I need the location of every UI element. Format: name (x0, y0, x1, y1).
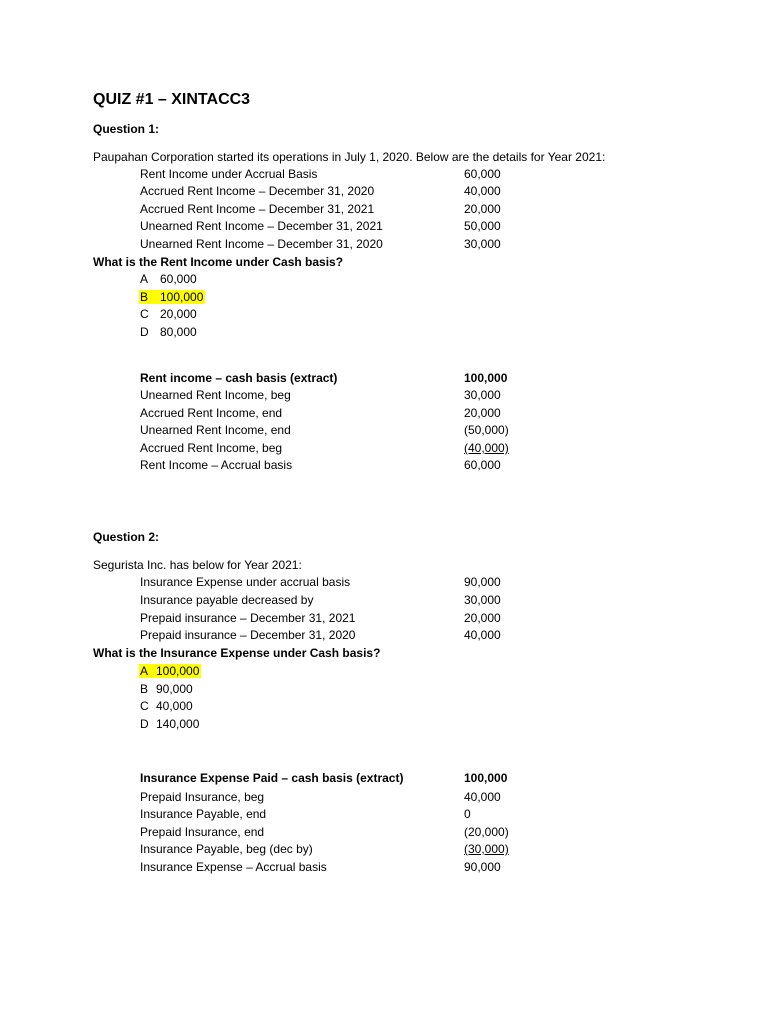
q1-solution-value: 30,000 (464, 388, 501, 402)
q2-solution-value: (20,000) (464, 825, 509, 839)
q1-solution-value: (50,000) (464, 423, 509, 437)
q1-solution-row (140, 440, 540, 457)
q2-detail-row (140, 592, 540, 609)
q2-solution-row (140, 859, 540, 876)
q1-detail-value: 60,000 (464, 167, 501, 181)
q2-heading: Question 2: (93, 530, 160, 544)
q1-choice-c[interactable] (140, 306, 197, 323)
q1-intro: Paupahan Corporation started its operations in July 1, 2020. Below are the details for Year 2021: (93, 150, 606, 164)
q1-solution-value: 60,000 (464, 458, 501, 472)
q2-choice-a-correct[interactable] (140, 663, 201, 680)
q2-detail-label: Prepaid insurance – December 31, 2020 (140, 628, 356, 642)
q1-detail-label: Accrued Rent Income – December 31, 2021 (140, 202, 375, 216)
q2-solution-row (140, 789, 540, 806)
q2-solution-label: Insurance Expense – Accrual basis (140, 860, 327, 874)
q1-solution-label: Accrued Rent Income, beg (140, 441, 283, 455)
q1-solution-label: Rent Income – Accrual basis (140, 458, 293, 472)
choice-value: 100,000 (156, 664, 200, 678)
q2-solution-label: Insurance Payable, beg (dec by) (140, 842, 313, 856)
q1-detail-label: Unearned Rent Income – December 31, 2020 (140, 237, 383, 251)
q2-detail-label: Insurance payable decreased by (140, 593, 314, 607)
q1-detail-value: 20,000 (464, 202, 501, 216)
q1-solution-row (140, 370, 540, 387)
q1-detail-row (140, 218, 540, 235)
choice-letter: D (140, 717, 149, 731)
choice-value: 40,000 (156, 699, 193, 713)
q2-detail-row (140, 610, 540, 627)
choice-letter: A (140, 664, 149, 678)
choice-letter: C (140, 307, 149, 321)
q1-solution-value: 100,000 (464, 371, 508, 385)
q2-detail-label: Insurance Expense under accrual basis (140, 575, 351, 589)
q1-solution-label: Unearned Rent Income, end (140, 423, 291, 437)
q2-solution-row (140, 806, 540, 823)
q1-solution-label: Unearned Rent Income, beg (140, 388, 291, 402)
q1-detail-label: Unearned Rent Income – December 31, 2021 (140, 219, 383, 233)
q2-detail-value: 20,000 (464, 611, 501, 625)
q1-choice-b-correct[interactable] (140, 289, 205, 306)
q2-solution-label: Prepaid Insurance, end (140, 825, 265, 839)
q2-detail-row (140, 627, 540, 644)
q2-solution-label: Insurance Payable, end (140, 807, 267, 821)
q1-detail-label: Rent Income under Accrual Basis (140, 167, 318, 181)
q2-choice-b[interactable] (140, 681, 193, 698)
choice-value: 20,000 (160, 307, 197, 321)
q1-solution-row (140, 405, 540, 422)
q1-detail-value: 50,000 (464, 219, 501, 233)
q2-detail-value: 40,000 (464, 628, 501, 642)
q2-solution-value: (30,000) (464, 842, 509, 856)
choice-letter: B (140, 290, 149, 304)
q1-heading: Question 1: (93, 122, 160, 136)
q1-detail-row (140, 201, 540, 218)
choice-letter: B (140, 682, 149, 696)
q2-solution-value: 100,000 (464, 771, 508, 785)
q2-detail-row (140, 574, 540, 591)
q2-solution-label: Insurance Expense Paid – cash basis (extract) (140, 771, 404, 785)
q2-solution-label: Prepaid Insurance, beg (140, 790, 265, 804)
q2-detail-label: Prepaid insurance – December 31, 2021 (140, 611, 356, 625)
q2-solution-value: 0 (464, 807, 471, 821)
q1-detail-row (140, 183, 540, 200)
q2-intro: Segurista Inc. has below for Year 2021: (93, 558, 302, 572)
q2-solution-value: 90,000 (464, 860, 501, 874)
choice-value: 100,000 (160, 290, 204, 304)
choice-value: 140,000 (156, 717, 200, 731)
q1-detail-row (140, 166, 540, 183)
q2-solution-row (140, 841, 540, 858)
q1-solution-value: 20,000 (464, 406, 501, 420)
q2-choice-c[interactable] (140, 698, 193, 715)
choice-value: 80,000 (160, 325, 197, 339)
q2-choice-d[interactable] (140, 716, 199, 733)
q1-detail-label: Accrued Rent Income – December 31, 2020 (140, 184, 375, 198)
q2-solution-row (140, 824, 540, 841)
choice-letter: A (140, 272, 149, 286)
q1-choice-a[interactable] (140, 271, 197, 288)
q2-detail-value: 30,000 (464, 593, 501, 607)
q1-solution-label: Rent income – cash basis (extract) (140, 371, 338, 385)
q2-question: What is the Insurance Expense under Cash basis? (93, 646, 381, 660)
choice-letter: D (140, 325, 149, 339)
q1-detail-value: 40,000 (464, 184, 501, 198)
q1-solution-row (140, 457, 540, 474)
choice-value: 60,000 (160, 272, 197, 286)
q1-detail-row (140, 236, 540, 253)
q1-solution-label: Accrued Rent Income, end (140, 406, 283, 420)
q1-solution-row (140, 387, 540, 404)
q2-detail-value: 90,000 (464, 575, 501, 589)
q1-choice-d[interactable] (140, 324, 197, 341)
q1-solution-row (140, 422, 540, 439)
choice-value: 90,000 (156, 682, 193, 696)
q1-question: What is the Rent Income under Cash basis? (93, 255, 344, 269)
q1-detail-value: 30,000 (464, 237, 501, 251)
q2-solution-row (140, 770, 540, 787)
q1-solution-value: (40,000) (464, 441, 509, 455)
quiz-title: QUIZ #1 – XINTACC3 (93, 91, 251, 108)
q2-solution-value: 40,000 (464, 790, 501, 804)
choice-letter: C (140, 699, 149, 713)
